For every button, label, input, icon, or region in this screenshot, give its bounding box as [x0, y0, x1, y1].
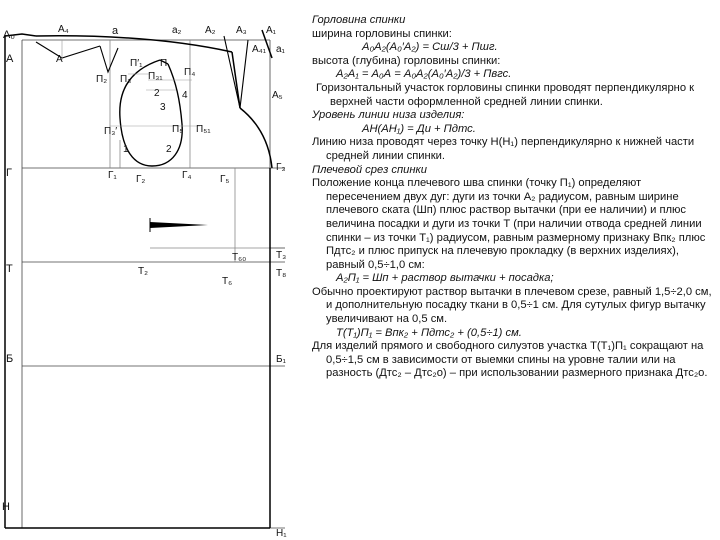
label-n1: 1 [123, 144, 129, 155]
label-P: П [160, 58, 168, 69]
pattern-drawing [0, 0, 300, 540]
label-n2: 2 [154, 88, 160, 99]
label-A-inner: А [56, 54, 63, 65]
label-G4: Г₄ [182, 170, 192, 181]
label-P51: П₅₁ [196, 124, 211, 135]
label-n2b: 2 [166, 144, 172, 155]
label-B: Б [6, 353, 14, 365]
label-P31: П₃₁ [148, 71, 163, 82]
heading-hem-level: Уровень линии низа изделия: [312, 109, 465, 122]
label-n4: 4 [182, 90, 188, 101]
label-A3: А₃ [236, 25, 247, 36]
label-T8: Т₈ [276, 268, 287, 279]
label-A41: А₄₁ [252, 44, 267, 55]
label-A2: А₂ [205, 25, 216, 36]
label-G: Г [6, 167, 12, 179]
label-a2: а₂ [172, 25, 182, 36]
explanation-text [312, 14, 714, 381]
label-P5: П₅ [172, 124, 184, 135]
label-A4: А₄ [58, 24, 69, 35]
label-P1top: П′₁ [130, 58, 143, 69]
label-G5: Г₅ [220, 174, 230, 185]
label-n3: 3 [160, 102, 166, 113]
final-paragraph: Для изделий прямого и свободного силуэтов участка Т(Т₁)П₁ сокращают на 0,5÷1,5 см в зависимости от выемки спины на уровне талии или на разность (Дтс₂ – Дтс₂о) – при использовании размерного признака Дтс₂о. [312, 340, 708, 380]
label-T60: Т₆₀ [232, 252, 247, 263]
waist-dart [150, 218, 208, 232]
label-A: А [6, 53, 14, 65]
label-T2: Т₂ [138, 266, 148, 277]
heading-shoulder: Плечевой срез спинки [312, 163, 428, 176]
label-a1: а₁ [276, 44, 285, 55]
shoulder-paragraph: Положение конца плечевого шва спинки (точку П₁) определяют пересечением двух дуг: дуги из точки А₂ радиусом, равным ширине плечевого ската (Шп) плюс раствор вытачки (при ее наличии) и плюс величина посадки и дуги из точки Т (при наличии отвода средней линии спинки – из точки Т₁) радиусом, равным размерному признаку Впк₂ плюс Пдтс₂ и плюс припуск на плечевую прокладку (в верхних изделиях), равный 0,5÷1,0 см: [312, 177, 706, 271]
hem-formula: АН(АН₁) = Ди + Пдтс. [362, 122, 476, 135]
height-formula: А₂А₁ = А₀А = А₀А₂(А₀′А₂)/3 + Пвгс. [336, 68, 512, 81]
label-P2: П₂ [96, 74, 108, 85]
hem-note: Линию низа проводят через точку Н(Н₁) перпендикулярно к нижней части средней линии спинки. [312, 136, 695, 162]
label-H: Н [2, 501, 10, 513]
label-T3: Т₃ [276, 250, 287, 261]
label-A5: А₅ [272, 90, 283, 101]
heading-neckline: Горловина спинки [312, 14, 406, 26]
label-G3: Г₃ [276, 162, 286, 173]
label-a: а [112, 25, 119, 37]
label-P3b: П₃′ [104, 126, 118, 137]
height-label: высота (глубина) горловины спинки: [312, 54, 501, 67]
width-formula: А₀А₂(А₀′А₂) = Сш/3 + Пшг. [362, 41, 498, 54]
label-G2: Г₂ [136, 174, 146, 185]
label-P3: П₃ [120, 74, 132, 85]
width-label: ширина горловины спинки: [312, 27, 452, 40]
label-B1: Б₁ [276, 354, 286, 365]
horizontal-note: Горизонтальный участок горловины спинки проводят перпендикулярно к верхней части оформленной средней линии спинки. [316, 81, 695, 108]
dart-paragraph: Обычно проектируют раствор вытачки в плечевом срезе, равный 1,5÷2,0 см, и дополнительную посадку ткани в 0,5÷1 см. Для сутулых фигур вытачку увеличивают на 0,5 см. [312, 285, 712, 326]
shoulder-dart [36, 36, 248, 108]
shoulder-formula: А₂П₁ = Шп + раствор вытачки + посадка; [336, 272, 554, 285]
label-G1: Г₁ [108, 170, 117, 181]
tp-formula: Т(Т₁)П₁ = Впк₂ + Пдтс₂ + (0,5÷1) см. [336, 326, 522, 339]
label-H1: Н₁ [276, 528, 287, 539]
label-A0: А₀ [3, 29, 15, 41]
label-P4: П₄ [184, 67, 196, 78]
label-T6: Т₆ [222, 276, 233, 287]
label-T: Т [6, 263, 13, 275]
label-A1: А₁ [266, 25, 277, 36]
